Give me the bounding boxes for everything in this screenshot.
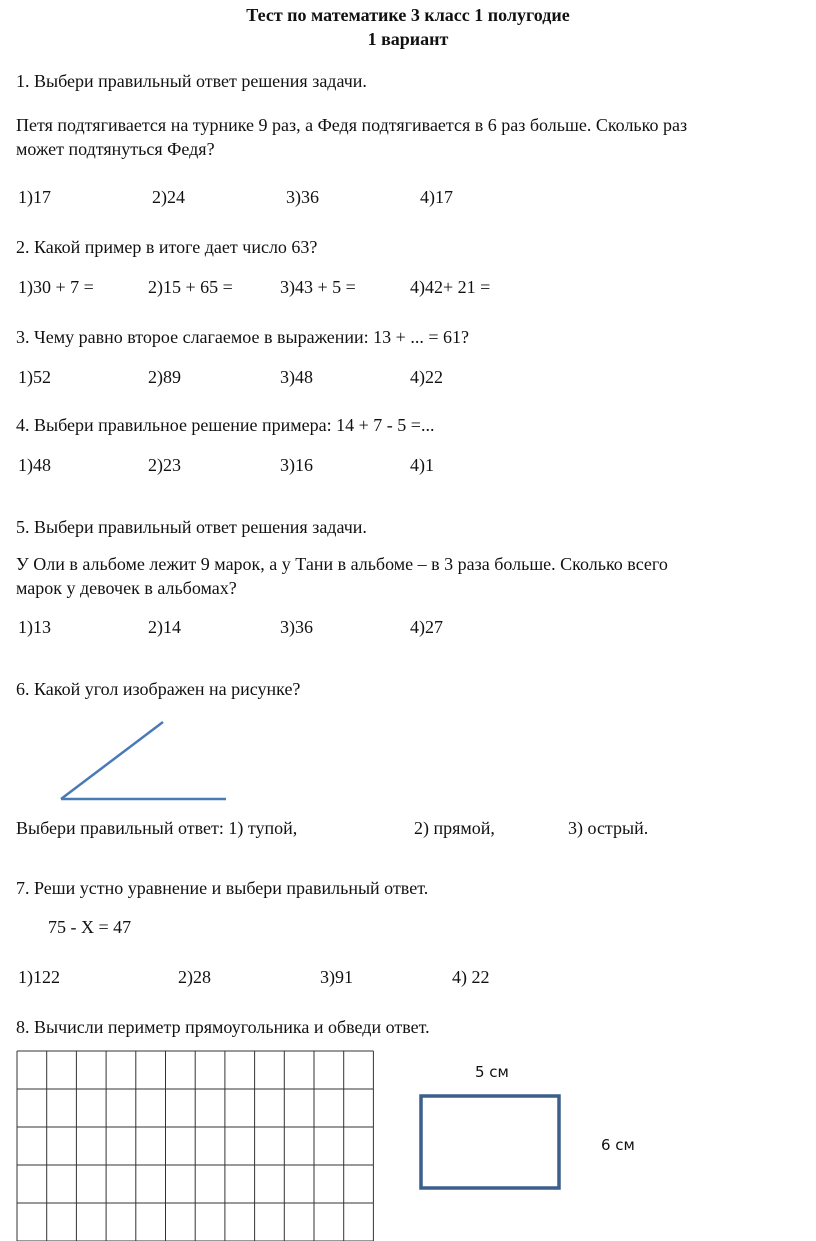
q1-option-1: 1)17 [18, 187, 51, 207]
q6-question: 6. Какой угол изображен на рисунке? [16, 679, 301, 699]
q3-option-1: 1)52 [18, 367, 51, 387]
q7-option-2: 2)28 [178, 967, 211, 987]
q5-text-line2: марок у девочек в альбомах? [16, 578, 237, 598]
q8-question: 8. Вычисли периметр прямоугольника и обведи ответ. [16, 1017, 430, 1037]
page-title-line2: 1 вариант [367, 29, 449, 49]
q5-option-1: 1)13 [18, 617, 51, 637]
q6-option-3: 3) острый. [568, 818, 649, 838]
q7-equation: 75 - Х = 47 [48, 917, 132, 937]
q5-option-4: 4)27 [410, 617, 443, 637]
rectangle-width-label: 5 см [475, 1063, 509, 1081]
q3-option-4: 4)22 [410, 367, 443, 387]
q4-option-4: 4)1 [410, 455, 434, 475]
q4-option-1: 1)48 [18, 455, 51, 475]
q7-question: 7. Реши устно уравнение и выбери правильный ответ. [16, 878, 429, 898]
acute-angle-figure [40, 710, 250, 810]
q7-option-1: 1)122 [18, 967, 60, 987]
q3-option-2: 2)89 [148, 367, 181, 387]
page-title-line1: Тест по математике 3 класс 1 полугодие [246, 5, 570, 25]
q3-option-3: 3)48 [280, 367, 313, 387]
q5-question: 5. Выбери правильный ответ решения задачи. [16, 517, 367, 537]
q5-option-2: 2)14 [148, 617, 181, 637]
q1-option-3: 3)36 [286, 187, 319, 207]
angle-ray-upper [61, 722, 163, 799]
q2-question: 2. Какой пример в итоге дает число 63? [16, 237, 318, 257]
grid-lines [17, 1051, 373, 1241]
q3-question: 3. Чему равно второе слагаемое в выражении: 13 + ... = 61? [16, 327, 469, 347]
q7-option-4: 4) 22 [452, 967, 490, 987]
q1-option-4: 4)17 [420, 187, 453, 207]
q2-option-1: 1)30 + 7 = [18, 277, 94, 297]
q7-option-3: 3)91 [320, 967, 353, 987]
answer-grid [16, 1050, 376, 1241]
q5-text-line1: У Оли в альбоме лежит 9 марок, а у Тани в альбоме – в 3 раза больше. Сколько всего [16, 554, 668, 574]
q1-text-line2: может подтянуться Федя? [16, 139, 215, 159]
q2-option-4: 4)42+ 21 = [410, 277, 491, 297]
q1-question: 1. Выбери правильный ответ решения задачи. [16, 71, 367, 91]
q4-option-3: 3)16 [280, 455, 313, 475]
rectangle-figure [405, 1050, 665, 1210]
q1-text-line1: Петя подтягивается на турнике 9 раз, а Федя подтягивается в 6 раз больше. Сколько раз [16, 115, 688, 135]
q6-answer-prefix: Выбери правильный ответ: 1) тупой, [16, 818, 298, 838]
rectangle-height-label: 6 см [601, 1136, 635, 1154]
q2-option-3: 3)43 + 5 = [280, 277, 356, 297]
q2-option-2: 2)15 + 65 = [148, 277, 233, 297]
q6-option-2: 2) прямой, [414, 818, 495, 838]
q1-option-2: 2)24 [152, 187, 185, 207]
q4-option-2: 2)23 [148, 455, 181, 475]
q4-question: 4. Выбери правильное решение примера: 14 + 7 - 5 =... [16, 415, 435, 435]
q5-option-3: 3)36 [280, 617, 313, 637]
rectangle-shape [421, 1096, 559, 1188]
